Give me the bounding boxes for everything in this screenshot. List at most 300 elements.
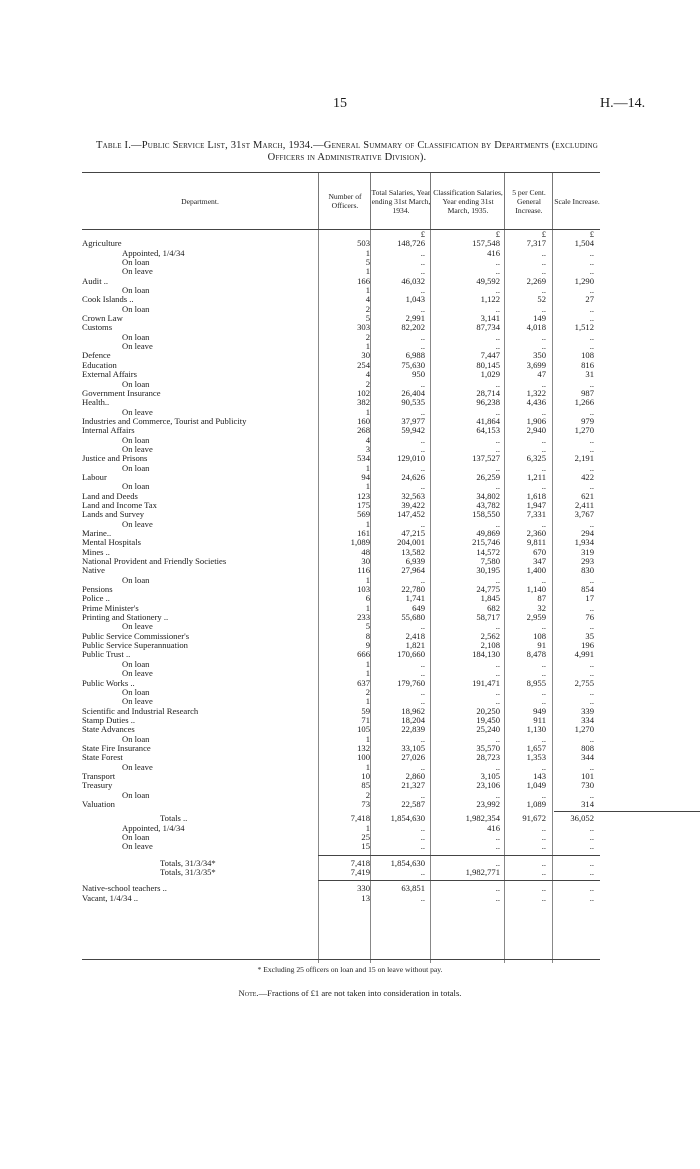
general-increase-cell: .. bbox=[541, 286, 546, 296]
scale-increase-cell: .. bbox=[589, 304, 594, 314]
salaries-1934-cell: 22,839 bbox=[401, 725, 425, 735]
salaries-1935-cell: .. bbox=[495, 407, 500, 417]
officers-cell: 3 bbox=[365, 444, 370, 454]
salaries-1935-cell: 7,447 bbox=[480, 351, 500, 361]
officers-cell: 1 bbox=[365, 519, 370, 529]
general-increase-cell: 91 bbox=[537, 641, 546, 651]
department-cell: Mental Hospitals bbox=[82, 538, 141, 548]
salaries-1935-cell: 80,145 bbox=[476, 360, 500, 370]
officers-cell: 2 bbox=[365, 379, 370, 389]
salaries-1935-cell: 28,723 bbox=[476, 753, 500, 763]
salaries-1935-cell: 96,238 bbox=[476, 398, 500, 408]
salaries-1934-cell: 1,741 bbox=[405, 594, 425, 604]
scale-increase-cell: .. bbox=[589, 463, 594, 473]
salaries-1935-cell: 215,746 bbox=[472, 538, 500, 548]
officers-cell: 382 bbox=[357, 398, 370, 408]
scale-increase-cell: 1,512 bbox=[574, 323, 594, 333]
scale-increase-cell: .. bbox=[589, 669, 594, 679]
salaries-1935-cell: 3,141 bbox=[480, 314, 500, 324]
scale-increase-cell: .. bbox=[589, 833, 594, 842]
salaries-1934-cell: .. bbox=[420, 842, 425, 852]
salaries-1935-cell: 49,592 bbox=[476, 276, 500, 286]
department-cell: Printing and Stationery .. bbox=[82, 613, 169, 623]
general-increase-cell: .. bbox=[541, 762, 546, 772]
salaries-1934-cell: 55,680 bbox=[401, 613, 425, 623]
table-row bbox=[82, 538, 600, 547]
salaries-1935-cell: .. bbox=[495, 762, 500, 772]
salaries-1934-cell: .. bbox=[420, 286, 425, 296]
scale-increase-cell: .. bbox=[589, 762, 594, 772]
table-row bbox=[82, 417, 600, 426]
table-row bbox=[82, 482, 600, 491]
scale-increase-cell: 2,755 bbox=[574, 678, 594, 688]
general-increase-cell: 3,699 bbox=[526, 360, 546, 370]
department-cell: Native-school teachers .. bbox=[82, 884, 167, 894]
general-increase-cell: 1,089 bbox=[526, 799, 546, 809]
salaries-1935-cell: 19,450 bbox=[476, 715, 500, 725]
table-row bbox=[82, 389, 600, 398]
salaries-1934-cell: 18,204 bbox=[401, 715, 425, 725]
salaries-1935-cell: .. bbox=[495, 342, 500, 352]
salaries-1935-cell: 35,570 bbox=[476, 743, 500, 753]
table-row bbox=[82, 650, 600, 659]
officers-cell: 5 bbox=[365, 258, 370, 268]
general-increase-cell: .. bbox=[541, 669, 546, 679]
officers-cell: 100 bbox=[357, 753, 370, 763]
salaries-1935-cell: .. bbox=[495, 519, 500, 529]
department-cell: Public Service Commissioner's bbox=[82, 631, 190, 641]
officers-cell: 233 bbox=[357, 613, 370, 623]
salaries-1934-cell: .. bbox=[420, 379, 425, 389]
scale-increase-cell: 31 bbox=[585, 370, 594, 380]
scale-increase-cell: 854 bbox=[581, 585, 594, 595]
salaries-1935-cell: .. bbox=[495, 482, 500, 492]
general-increase-cell: 670 bbox=[533, 547, 546, 557]
officers-cell: 7,418 bbox=[350, 858, 370, 868]
salaries-1935-cell: .. bbox=[495, 435, 500, 445]
department-cell: On loan bbox=[122, 790, 150, 800]
general-increase-cell: .. bbox=[541, 444, 546, 454]
officers-cell: 666 bbox=[357, 650, 370, 660]
scale-increase-cell: .. bbox=[589, 687, 594, 697]
general-increase-cell: .. bbox=[541, 858, 546, 868]
table-row bbox=[82, 398, 600, 407]
salaries-1935-cell: .. bbox=[495, 463, 500, 473]
department-cell: Crown Law bbox=[82, 314, 123, 324]
table-row bbox=[82, 833, 600, 842]
scale-increase-cell: 196 bbox=[581, 641, 594, 651]
general-increase-cell: .. bbox=[541, 687, 546, 697]
general-increase-cell: 949 bbox=[533, 706, 546, 716]
document-reference: H.—14. bbox=[600, 96, 646, 111]
table-row bbox=[82, 679, 600, 688]
department-cell: On loan bbox=[122, 482, 150, 492]
department-cell: On loan bbox=[122, 286, 150, 296]
salaries-1934-cell: .. bbox=[420, 687, 425, 697]
table-bottom-rule bbox=[82, 959, 600, 960]
salaries-1934-cell: 26,404 bbox=[401, 388, 425, 398]
salaries-1934-cell: .. bbox=[420, 258, 425, 268]
general-increase-cell: 1,322 bbox=[526, 388, 546, 398]
salaries-1935-cell: 2,562 bbox=[480, 631, 500, 641]
department-cell: On leave bbox=[122, 762, 153, 772]
salaries-1934-cell: 649 bbox=[412, 603, 425, 613]
department-cell: Native bbox=[82, 566, 105, 576]
salaries-1934-cell: 39,422 bbox=[401, 500, 425, 510]
officers-cell: 1 bbox=[365, 575, 370, 585]
officers-cell: 1 bbox=[365, 762, 370, 772]
department-cell: Justice and Prisons bbox=[82, 454, 148, 464]
department-cell: Transport bbox=[82, 771, 116, 781]
department-cell: Pensions bbox=[82, 585, 113, 595]
footnote: * Excluding 25 officers on loan and 15 on leave without pay. bbox=[257, 965, 443, 974]
scale-increase-cell: 2,411 bbox=[574, 500, 594, 510]
salaries-1934-cell: 1,821 bbox=[405, 641, 425, 651]
salaries-1934-cell: 32,563 bbox=[401, 491, 425, 501]
department-cell: On loan bbox=[122, 833, 150, 842]
general-increase-cell: .. bbox=[541, 304, 546, 314]
department-cell: On loan bbox=[122, 332, 150, 342]
department-cell: State Advances bbox=[82, 725, 135, 735]
salaries-1935-cell: .. bbox=[495, 622, 500, 632]
scale-increase-cell: 344 bbox=[581, 753, 594, 763]
department-cell: Health.. bbox=[82, 398, 110, 408]
general-increase-cell: 1,947 bbox=[526, 500, 546, 510]
officers-cell: 2 bbox=[365, 687, 370, 697]
salaries-1935-cell: 28,714 bbox=[476, 388, 500, 398]
salaries-1934-cell: .. bbox=[420, 659, 425, 669]
salaries-1934-cell: 18,962 bbox=[401, 706, 425, 716]
table-row bbox=[82, 314, 600, 323]
salaries-1934-cell: 46,032 bbox=[401, 276, 425, 286]
salaries-1934-cell: 6,939 bbox=[405, 557, 425, 567]
currency-row bbox=[82, 230, 600, 239]
salaries-1935-cell: .. bbox=[495, 669, 500, 679]
department-cell: Customs bbox=[82, 323, 113, 333]
officers-cell: 116 bbox=[357, 566, 370, 576]
general-increase-cell: 8,478 bbox=[526, 650, 546, 660]
officers-cell: 48 bbox=[361, 547, 370, 557]
salaries-1935-cell: 191,471 bbox=[472, 678, 500, 688]
salaries-1935-cell: 14,572 bbox=[476, 547, 500, 557]
scale-increase-cell: .. bbox=[589, 697, 594, 707]
officers-cell: 1,089 bbox=[350, 538, 370, 548]
salaries-1935-cell: 2,108 bbox=[480, 641, 500, 651]
officers-cell: 1 bbox=[365, 342, 370, 352]
table-header bbox=[82, 172, 600, 230]
officers-cell: 1 bbox=[365, 463, 370, 473]
general-increase-cell: 2,269 bbox=[526, 276, 546, 286]
table-row bbox=[82, 604, 600, 613]
general-increase-cell: 2,959 bbox=[526, 613, 546, 623]
salaries-1935-cell: 137,527 bbox=[472, 454, 500, 464]
officers-cell: 4 bbox=[365, 435, 370, 445]
scale-increase-cell: .. bbox=[589, 314, 594, 324]
table-row bbox=[82, 548, 600, 557]
salaries-1934-cell: 1,854,630 bbox=[390, 814, 425, 824]
officers-cell: 105 bbox=[357, 725, 370, 735]
table-row bbox=[82, 566, 600, 575]
scale-increase-cell: 1,270 bbox=[574, 426, 594, 436]
department-cell: State Fire Insurance bbox=[82, 743, 151, 753]
scale-increase-cell: 101 bbox=[581, 771, 594, 781]
table-row bbox=[82, 725, 600, 734]
scale-increase-cell: 816 bbox=[581, 360, 594, 370]
table-row bbox=[82, 894, 600, 903]
scale-increase-cell: 2,191 bbox=[574, 454, 594, 464]
officers-cell: 30 bbox=[361, 557, 370, 567]
general-increase-cell: 4,436 bbox=[526, 398, 546, 408]
general-increase-cell: 1,400 bbox=[526, 566, 546, 576]
scale-increase-cell: .. bbox=[589, 884, 594, 894]
table-row bbox=[82, 333, 600, 342]
officers-cell: 5 bbox=[365, 314, 370, 324]
department-cell: On loan bbox=[122, 659, 150, 669]
salaries-1934-cell: .. bbox=[420, 823, 425, 833]
table-row bbox=[82, 613, 600, 622]
table-row bbox=[82, 868, 600, 877]
general-increase-cell: 2,360 bbox=[526, 529, 546, 538]
general-increase-cell: .. bbox=[541, 659, 546, 669]
table-row bbox=[82, 286, 600, 295]
department-cell: Audit .. bbox=[82, 276, 109, 286]
table-row bbox=[82, 529, 600, 538]
department-cell: On loan bbox=[122, 379, 150, 389]
table-row bbox=[82, 267, 600, 276]
scale-increase-cell: .. bbox=[589, 286, 594, 296]
salaries-1934-cell: 24,626 bbox=[401, 472, 425, 482]
salaries-1935-cell: 416 bbox=[487, 823, 500, 833]
salaries-1934-cell: .. bbox=[420, 868, 425, 878]
officers-cell: 7,419 bbox=[350, 868, 370, 878]
officers-cell: 9 bbox=[365, 641, 370, 651]
salaries-1934-cell: .. bbox=[420, 575, 425, 585]
department-cell: Internal Affairs bbox=[82, 426, 135, 436]
officers-cell: 1 bbox=[365, 603, 370, 613]
department-cell: Vacant, 1/4/34 .. bbox=[82, 893, 139, 903]
salaries-1935-cell: 3,105 bbox=[480, 771, 500, 781]
officers-cell: 4 bbox=[365, 370, 370, 380]
general-increase-cell: .. bbox=[541, 407, 546, 417]
general-increase-cell: .. bbox=[541, 842, 546, 852]
salaries-1935-cell: .. bbox=[495, 687, 500, 697]
table-row bbox=[82, 585, 600, 594]
general-increase-cell: .. bbox=[541, 332, 546, 342]
department-cell: On leave bbox=[122, 669, 153, 679]
salaries-1934-cell: 950 bbox=[412, 370, 425, 380]
salaries-1935-cell: 64,153 bbox=[476, 426, 500, 436]
officers-cell: 175 bbox=[357, 500, 370, 510]
table-row bbox=[82, 342, 600, 351]
salaries-1935-cell: .. bbox=[495, 858, 500, 868]
department-cell: External Affairs bbox=[82, 370, 137, 380]
general-increase-cell: 47 bbox=[537, 370, 546, 380]
scale-increase-cell: .. bbox=[589, 823, 594, 833]
note-lead: Note. bbox=[238, 988, 259, 998]
general-increase-cell: .. bbox=[541, 342, 546, 352]
salaries-1934-cell: .. bbox=[420, 669, 425, 679]
general-increase-cell: 6,325 bbox=[526, 454, 546, 464]
department-cell: On leave bbox=[122, 842, 153, 852]
currency-symbol: £ bbox=[589, 230, 594, 239]
officers-cell: 1 bbox=[365, 286, 370, 296]
salaries-1935-cell: .. bbox=[495, 842, 500, 852]
scale-increase-cell: .. bbox=[589, 575, 594, 585]
general-increase-cell: 4,018 bbox=[526, 323, 546, 333]
salaries-1935-cell: 7,580 bbox=[480, 557, 500, 567]
department-rows bbox=[82, 239, 600, 809]
table-row bbox=[82, 884, 600, 893]
department-cell: Police .. bbox=[82, 594, 110, 604]
salaries-1934-cell: 129,010 bbox=[397, 454, 425, 464]
scale-increase-cell: .. bbox=[589, 603, 594, 613]
scale-increase-cell: .. bbox=[589, 482, 594, 492]
salaries-1934-cell: .. bbox=[420, 435, 425, 445]
department-cell: Stamp Duties .. bbox=[82, 715, 135, 725]
scale-increase-cell: 108 bbox=[581, 351, 594, 361]
col-header-officers: Number of Officers. bbox=[318, 173, 371, 229]
officers-cell: 5 bbox=[365, 622, 370, 632]
scale-increase-cell: 294 bbox=[581, 529, 594, 538]
salaries-1935-cell: 43,782 bbox=[476, 500, 500, 510]
currency-symbol: £ bbox=[420, 230, 425, 239]
department-cell: On leave bbox=[122, 407, 153, 417]
table-row bbox=[82, 557, 600, 566]
table-row bbox=[82, 295, 600, 304]
table-row bbox=[82, 859, 600, 868]
salaries-1934-cell: 1,854,630 bbox=[390, 858, 425, 868]
salaries-1934-cell: 147,452 bbox=[397, 510, 425, 520]
officers-cell: 330 bbox=[357, 884, 370, 894]
department-cell: On loan bbox=[122, 575, 150, 585]
officers-cell: 132 bbox=[357, 743, 370, 753]
department-cell: Labour bbox=[82, 472, 107, 482]
scale-increase-cell: .. bbox=[589, 258, 594, 268]
general-increase-cell: .. bbox=[541, 435, 546, 445]
table-row bbox=[82, 436, 600, 445]
scale-increase-cell: .. bbox=[589, 659, 594, 669]
table-row bbox=[82, 370, 600, 379]
table-row bbox=[82, 707, 600, 716]
scale-increase-cell: 3,767 bbox=[574, 510, 594, 520]
salaries-1934-cell: 22,780 bbox=[401, 585, 425, 595]
scale-increase-cell: .. bbox=[589, 734, 594, 744]
table-row bbox=[82, 464, 600, 473]
salaries-1934-cell: .. bbox=[420, 463, 425, 473]
officers-cell: 8 bbox=[365, 631, 370, 641]
scale-increase-cell: 27 bbox=[585, 295, 594, 305]
salaries-1935-cell: 1,029 bbox=[480, 370, 500, 380]
officers-cell: 103 bbox=[357, 585, 370, 595]
salaries-1935-cell: 23,992 bbox=[476, 799, 500, 809]
table-row bbox=[82, 445, 600, 454]
officers-cell: 1 bbox=[365, 407, 370, 417]
officers-cell: 303 bbox=[357, 323, 370, 333]
salaries-1934-cell: 2,991 bbox=[405, 314, 425, 324]
department-cell: On loan bbox=[122, 734, 150, 744]
salaries-1935-cell: .. bbox=[495, 734, 500, 744]
officers-cell: 254 bbox=[357, 360, 370, 370]
currency-symbol: £ bbox=[495, 230, 500, 239]
salaries-1935-cell: 41,864 bbox=[476, 416, 500, 426]
salaries-1934-cell: 59,942 bbox=[401, 426, 425, 436]
table-row bbox=[82, 510, 600, 519]
general-increase-cell: 911 bbox=[533, 715, 546, 725]
officers-cell: 123 bbox=[357, 491, 370, 501]
period-totals-rule bbox=[318, 855, 600, 856]
general-increase-cell: 108 bbox=[533, 631, 546, 641]
salaries-1934-cell: .. bbox=[420, 332, 425, 342]
scale-increase-cell: 36,052 bbox=[570, 814, 594, 824]
salaries-1935-cell: .. bbox=[495, 893, 500, 903]
table-row bbox=[82, 380, 600, 389]
scale-increase-cell: .. bbox=[589, 407, 594, 417]
officers-cell: 94 bbox=[361, 472, 370, 482]
salaries-1935-cell: 157,548 bbox=[472, 239, 500, 249]
general-increase-cell: .. bbox=[541, 482, 546, 492]
general-increase-cell: .. bbox=[541, 519, 546, 529]
scale-increase-cell: 830 bbox=[581, 566, 594, 576]
department-cell: Prime Minister's bbox=[82, 603, 139, 613]
general-increase-cell: 2,940 bbox=[526, 426, 546, 436]
col-header-salaries-1934: Total Salaries, Year ending 31st March, 1934. bbox=[370, 173, 431, 229]
general-increase-cell: 7,317 bbox=[526, 239, 546, 249]
officers-cell: 166 bbox=[357, 276, 370, 286]
col-header-department: Department. bbox=[181, 196, 219, 206]
salaries-1935-cell: 24,775 bbox=[476, 585, 500, 595]
table-body bbox=[82, 230, 600, 903]
table-row bbox=[82, 249, 600, 258]
general-increase-cell: 143 bbox=[533, 771, 546, 781]
salaries-1935-cell: .. bbox=[495, 379, 500, 389]
officers-cell: 1 bbox=[365, 482, 370, 492]
salaries-1934-cell: 170,660 bbox=[397, 650, 425, 660]
salaries-1935-cell: 1,982,771 bbox=[465, 868, 500, 878]
department-cell: On leave bbox=[122, 444, 153, 454]
col-header-general-increase: 5 per Cent. General Increase. bbox=[504, 173, 553, 229]
page-number: 15 bbox=[333, 96, 347, 111]
department-cell: On leave bbox=[122, 519, 153, 529]
department-cell: Public Trust .. bbox=[82, 650, 131, 660]
table-row bbox=[82, 697, 600, 706]
table-row bbox=[82, 239, 600, 248]
department-cell: On loan bbox=[122, 258, 150, 268]
totals-rule bbox=[554, 811, 700, 812]
officers-cell: 2 bbox=[365, 790, 370, 800]
scale-increase-cell: 1,290 bbox=[574, 276, 594, 286]
scale-increase-cell: 621 bbox=[581, 491, 594, 501]
salaries-1934-cell: .. bbox=[420, 304, 425, 314]
table-title: Table I.—Public Service List, 31st March, 1934.—General Summary of Classification by Departments (excluding Officers in Administrative Division). bbox=[95, 140, 599, 163]
officers-cell: 59 bbox=[361, 706, 370, 716]
department-cell: On loan bbox=[122, 687, 150, 697]
scale-increase-cell: 808 bbox=[581, 743, 594, 753]
general-increase-cell: .. bbox=[541, 258, 546, 268]
scale-increase-cell: 1,934 bbox=[574, 538, 594, 548]
table-row bbox=[82, 800, 600, 809]
department-cell: Defence bbox=[82, 351, 111, 361]
scale-increase-cell: .. bbox=[589, 858, 594, 868]
note bbox=[0, 988, 700, 998]
salaries-1934-cell: .. bbox=[420, 267, 425, 277]
officers-cell: 2 bbox=[365, 332, 370, 342]
general-increase-cell: 1,353 bbox=[526, 753, 546, 763]
salaries-1935-cell: .. bbox=[495, 267, 500, 277]
department-cell: Mines .. bbox=[82, 547, 110, 557]
salaries-1934-cell: 6,988 bbox=[405, 351, 425, 361]
scale-increase-cell: .. bbox=[589, 379, 594, 389]
salaries-1934-cell: .. bbox=[420, 762, 425, 772]
